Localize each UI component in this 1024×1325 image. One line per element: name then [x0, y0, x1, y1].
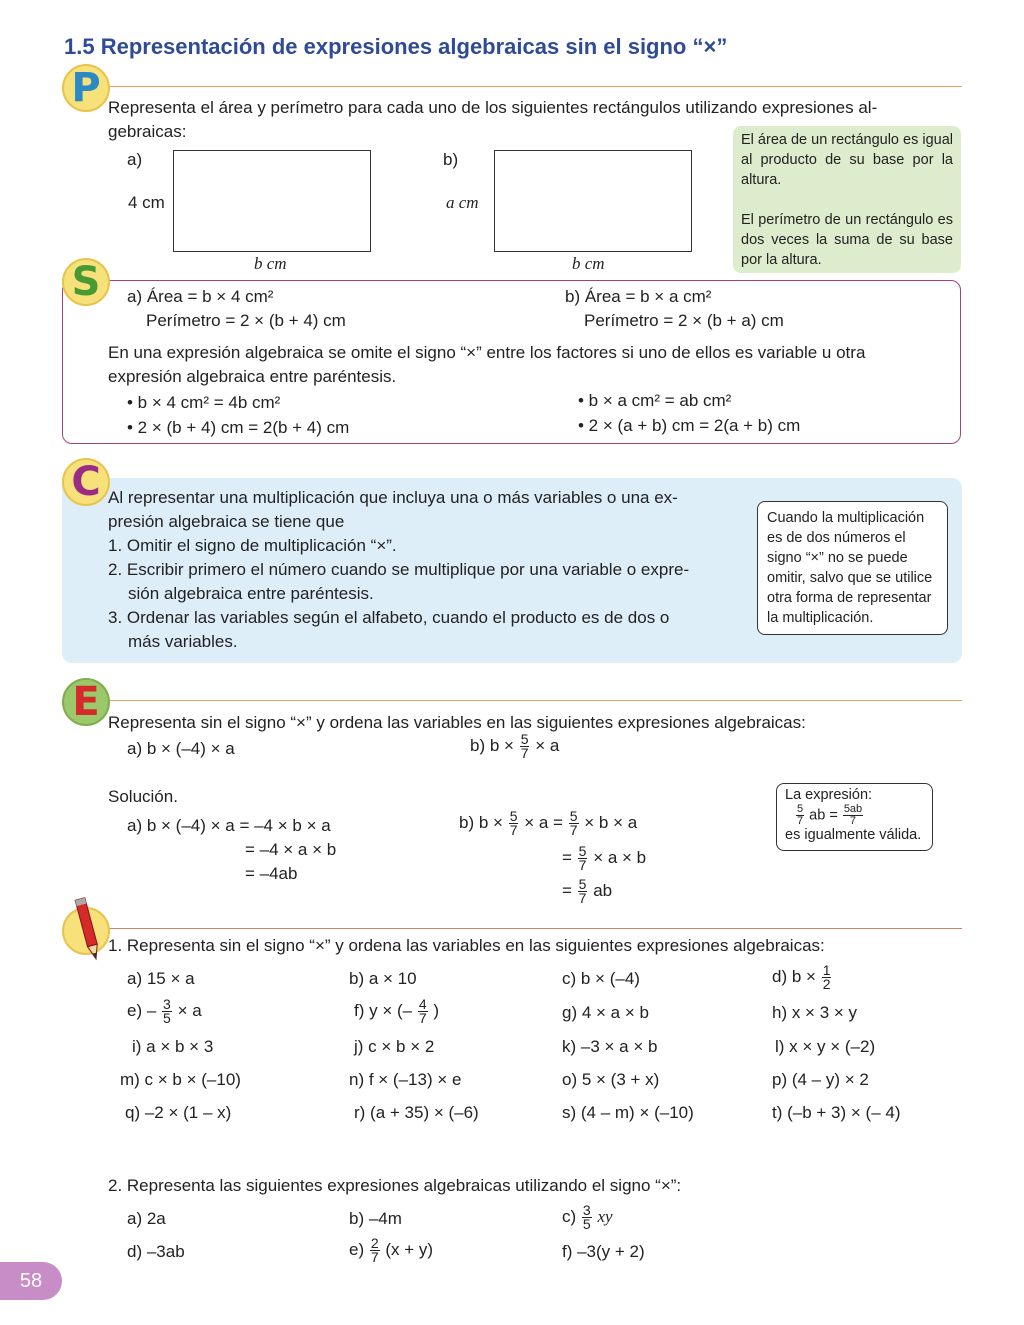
exercise-item: j) c × b × 2	[354, 1037, 435, 1056]
fraction-note	[776, 783, 933, 851]
rule-example-4: • 2 × (a + b) cm = 2(a + b) cm	[578, 416, 801, 435]
pencil-badge	[62, 907, 110, 955]
rule-example-2: • 2 × (b + 4) cm = 2(b + 4) cm	[127, 418, 350, 437]
solution-b-area: b) Área = b × a cm²	[565, 287, 712, 306]
rule-text-cont: expresión algebraica entre paréntesis.	[108, 367, 397, 386]
exercise-item: f) –3(y + 2)	[562, 1242, 645, 1261]
exercise-item: e) – $\frac{3}{5}$ × a	[127, 996, 202, 1026]
exercise-1-instruction: 1. Representa sin el signo “×” y ordena las variables en las siguientes expresiones algebraicas:	[108, 936, 825, 955]
exercise-item: n) f × (–13) × e	[349, 1070, 462, 1089]
exercise-item: h) x × 3 × y	[772, 1003, 858, 1022]
example-b: b) b × $\frac{5}{7}$ × a	[470, 731, 560, 761]
fraction: $\frac{5}{7}$	[578, 876, 587, 906]
fraction: $\frac{5}{7}$	[520, 731, 529, 761]
example-a: a) b × (–4) × a	[127, 739, 235, 758]
example-solution-b-3: = $\frac{5}{7}$ ab	[562, 876, 613, 906]
example-solution-a-2: = –4 × a × b	[245, 840, 337, 859]
conclusion-line-1: Al representar una multiplicación que incluya una o más variables o una ex-	[108, 488, 678, 507]
exercise-item: g) 4 × a × b	[562, 1003, 649, 1022]
rule-example-1: • b × 4 cm² = 4b cm²	[127, 393, 281, 412]
fraction-note-title: La expresión:	[785, 787, 873, 803]
exercise-item: c) $\frac{3}{5}$ xy	[562, 1202, 613, 1232]
fraction-note-expression: $\frac{5}{7}$ ab = $\frac{5ab}{7}$	[797, 803, 863, 827]
solution-label: Solución.	[108, 787, 178, 806]
page-title: 1.5 Representación de expresiones algebraicas sin el signo “×”	[64, 34, 728, 59]
exercise-item: f) y × (– $\frac{4}{7}$ )	[354, 996, 440, 1026]
perimeter-definition: El perímetro de un rectángulo es dos veces la suma de su base por la altura.	[741, 212, 953, 268]
fraction: $\frac{5}{7}$	[509, 808, 518, 838]
rect-a-height: 4 cm	[128, 193, 165, 212]
exercise-item: c) b × (–4)	[562, 969, 640, 988]
problem-intro-cont: gebraicas:	[108, 122, 187, 141]
exercise-item: i) a × b × 3	[132, 1037, 214, 1056]
solution-a-area: a) Área = b × 4 cm²	[127, 287, 274, 306]
solution-b-perimeter: Perímetro = 2 × (b + a) cm	[584, 311, 784, 330]
conclusion-badge: C	[62, 458, 110, 506]
section-divider	[105, 928, 962, 929]
conclusion-step-1: 1. Omitir el signo de multiplicación “×”.	[108, 536, 397, 555]
exercise-2-instruction: 2. Representa las siguientes expresiones algebraicas utilizando el signo “×”:	[108, 1176, 682, 1195]
conclusion-step-2-cont: sión algebraica entre paréntesis.	[128, 584, 374, 603]
rule-text: En una expresión algebraica se omite el signo “×” entre los factores si uno de ellos es variable u otra	[108, 343, 866, 362]
exercise-item: t) (–b + 3) × (– 4)	[772, 1103, 901, 1122]
section-divider	[105, 86, 962, 87]
exercise-item: e) $\frac{2}{7}$ (x + y)	[349, 1235, 434, 1265]
example-badge: E	[62, 678, 110, 726]
exercise-item: a) 15 × a	[127, 969, 195, 988]
rect-a-base: b cm	[254, 254, 287, 273]
example-solution-b-1: b) b × $\frac{5}{7}$ × a = $\frac{5}{7}$ × b × a	[459, 808, 638, 838]
problem-intro: Representa el área y perímetro para cada uno de los siguientes rectángulos utilizando expresiones al-	[108, 98, 878, 117]
conclusion-line-2: presión algebraica se tiene que	[108, 512, 345, 531]
rect-a-label: a)	[127, 150, 143, 169]
exercise-item: d) b × $\frac{1}{2}$	[772, 962, 831, 992]
exercise-item: s) (4 – m) × (–10)	[562, 1103, 694, 1122]
rect-b-label: b)	[443, 150, 459, 169]
rect-b-base: b cm	[572, 254, 605, 273]
page-number: 58	[0, 1262, 62, 1300]
section-divider	[105, 700, 962, 701]
rect-b-height: a cm	[446, 193, 479, 212]
exercise-item: b) a × 10	[349, 969, 417, 988]
pencil-icon	[66, 894, 110, 964]
example-instruction: Representa sin el signo “×” y ordena las variables en las siguientes expresiones algebraicas:	[108, 713, 806, 732]
solution-a-perimeter: Perímetro = 2 × (b + 4) cm	[146, 311, 346, 330]
conclusion-step-3-cont: más variables.	[128, 632, 238, 651]
exercise-item: b) –4m	[349, 1209, 402, 1228]
conclusion-step-3: 3. Ordenar las variables según el alfabeto, cuando el producto es de dos o	[108, 608, 670, 627]
solution-badge: S	[62, 258, 110, 306]
exercise-item: o) 5 × (3 + x)	[562, 1070, 660, 1089]
fraction: $\frac{5}{7}$	[569, 808, 578, 838]
exercise-item: k) –3 × a × b	[562, 1037, 658, 1056]
problem-badge: P	[62, 64, 110, 112]
exercise-item: r) (a + 35) × (–6)	[354, 1103, 479, 1122]
exercise-item: q) –2 × (1 – x)	[125, 1103, 232, 1122]
area-definition: El área de un rectángulo es igual al producto de su base por la altura.	[741, 132, 954, 188]
exercise-item: m) c × b × (–10)	[120, 1070, 241, 1089]
rectangle-a	[173, 150, 371, 252]
example-solution-a-1: a) b × (–4) × a = –4 × b × a	[127, 816, 331, 835]
rule-example-3: • b × a cm² = ab cm²	[578, 391, 732, 410]
fraction-note-footer: es igualmente válida.	[785, 827, 922, 843]
example-solution-b-2: = $\frac{5}{7}$ × a × b	[562, 843, 647, 873]
exercise-item: l) x × y × (–2)	[775, 1037, 876, 1056]
conclusion-step-2: 2. Escribir primero el número cuando se multiplique por una variable o expre-	[108, 560, 690, 579]
definition-note	[733, 126, 961, 273]
fraction: $\frac{5}{7}$	[578, 843, 587, 873]
example-solution-a-3: = –4ab	[245, 864, 298, 883]
exercise-item: a) 2a	[127, 1209, 166, 1228]
exercise-item: p) (4 – y) × 2	[772, 1070, 869, 1089]
rectangle-b	[494, 150, 692, 252]
multiplication-note: Cuando la multiplicación es de dos números el signo “×” no se puede omitir, salvo que se utilice otra forma de representar la multiplicación.	[757, 501, 948, 635]
exercise-item: d) –3ab	[127, 1242, 185, 1261]
